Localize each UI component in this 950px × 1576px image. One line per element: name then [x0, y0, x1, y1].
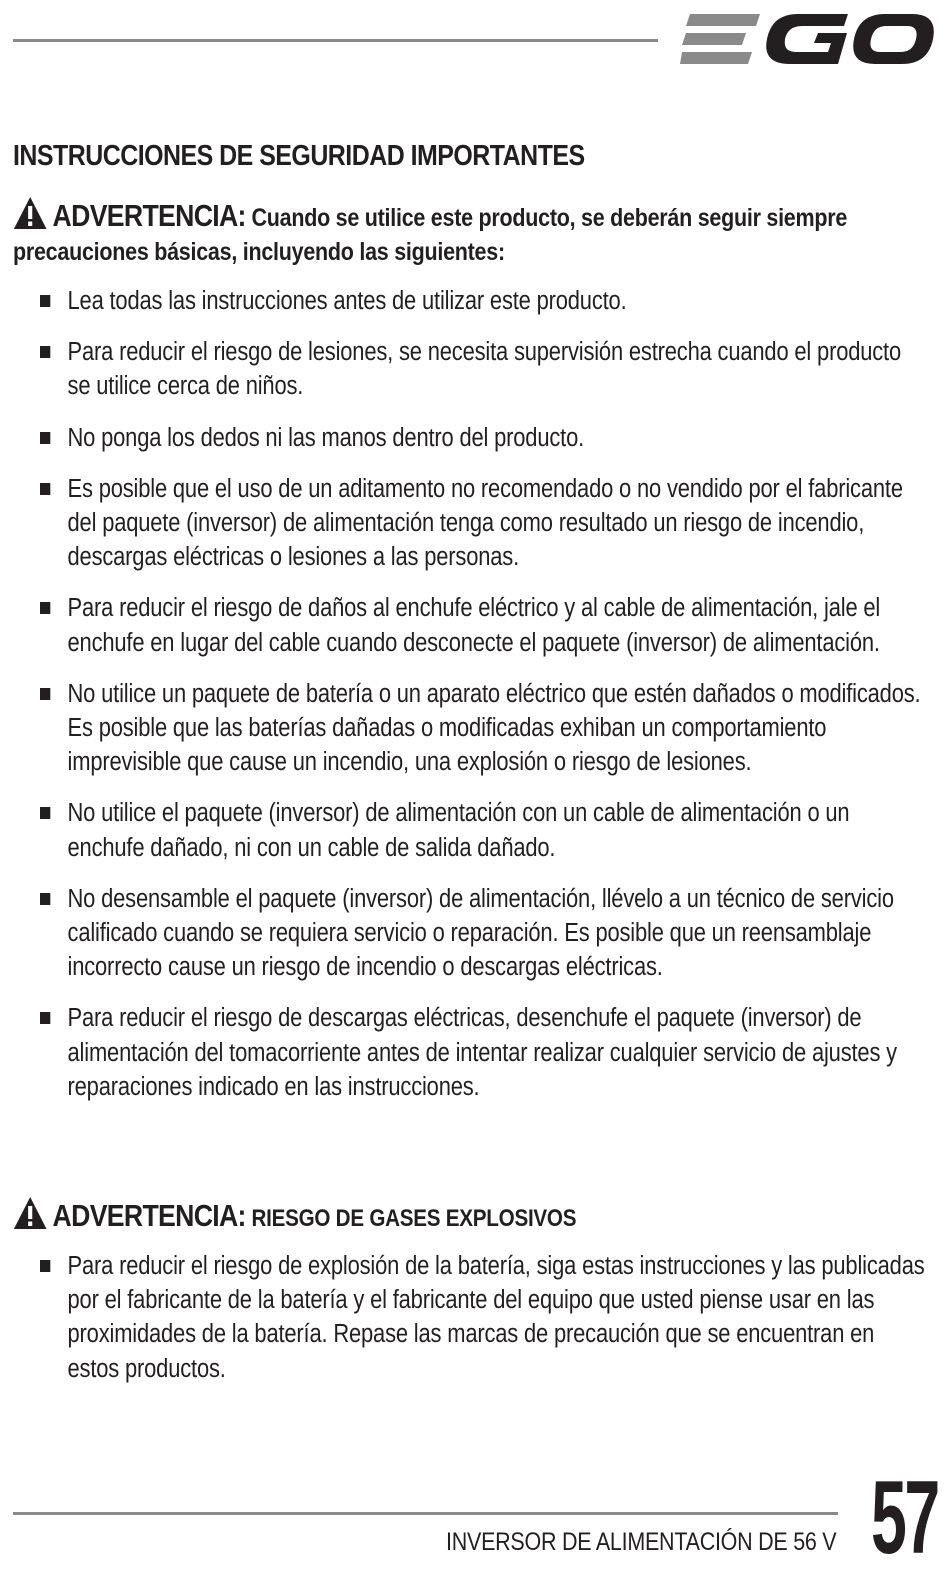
list-item: [40, 882, 926, 985]
square-bullet-icon: [40, 295, 50, 307]
list-item-text: Para reducir el riesgo de explosión de la batería, siga estas instrucciones y las publicadas por el fabricante de la batería y el fabricante del equipo que usted piense usar en las proximidades de la batería. Repase las marcas de precaución que se encuentran en estos productos.: [67, 1252, 925, 1383]
warning-general: [13, 196, 907, 269]
warning-text: RIESGO DE GASES EXPLOSIVOS: [251, 1205, 577, 1232]
warning-triangle-icon: [13, 1196, 47, 1230]
list-item: [40, 472, 926, 575]
footer-title: INVERSOR DE ALIMENTACIÓN DE 56 V: [446, 1528, 837, 1556]
square-bullet-icon: [40, 807, 50, 819]
warning-text: Cuando se utilice este producto, se deberán seguir siempre precauciones básicas, incluyendo las siguientes:: [13, 204, 848, 266]
warning-label: ADVERTENCIA:: [52, 198, 246, 233]
list-item-text: No desensamble el paquete (inversor) de alimentación, llévelo a un técnico de servicio calificado cuando se requiera servicio o reparación. Es posible que un reensamblaje incorrecto cause un riesgo de incendio o descargas eléctricas.: [67, 884, 894, 982]
list-item-text: Para reducir el riesgo de lesiones, se necesita supervisión estrecha cuando el producto se utilice cerca de niños.: [67, 338, 902, 401]
warning-triangle-icon: [13, 196, 47, 230]
safety-instructions-list: [40, 284, 926, 1121]
list-item-text: No utilice un paquete de batería o un aparato eléctrico que estén dañados o modificados. Es posible que las baterías dañadas o modificadas exhiban un comportamiento imprevisible que cause un incendio, una explosión o riesgo de lesiones.: [67, 679, 921, 777]
square-bullet-icon: [40, 602, 50, 614]
list-item: [40, 591, 926, 659]
square-bullet-icon: [40, 346, 50, 358]
warning-label: ADVERTENCIA:: [52, 1198, 246, 1233]
list-item: [40, 284, 926, 318]
list-item-text: Para reducir el riesgo de daños al enchufe eléctrico y al cable de alimentación, jale el enchufe en lugar del cable cuando desconecte el paquete (inversor) de alimentación.: [67, 594, 881, 657]
list-item: [40, 335, 926, 403]
page-number: 57: [871, 1460, 938, 1576]
square-bullet-icon: [40, 1012, 50, 1024]
header-rule: [13, 39, 658, 42]
list-item: [40, 1001, 926, 1104]
square-bullet-icon: [40, 1260, 50, 1272]
list-item-text: Para reducir el riesgo de descargas eléctricas, desenchufe el paquete (inversor) de alimentación del tomacorriente antes de intentar realizar cualquier servicio de ajustes y reparaciones indicado en las instrucciones.: [67, 1004, 897, 1101]
list-item: [40, 796, 926, 864]
square-bullet-icon: [40, 432, 50, 444]
section-title: INSTRUCCIONES DE SEGURIDAD IMPORTANTES: [13, 140, 585, 172]
list-item-text: Lea todas las instrucciones antes de utilizar este producto.: [67, 287, 627, 315]
square-bullet-icon: [40, 483, 50, 495]
list-item-text: Es posible que el uso de un aditamento no recomendado o no vendido por el fabricante del paquete (inversor) de alimentación tenga como resultado un riesgo de incendio, descargas eléctricas o lesiones a las personas.: [67, 474, 903, 572]
list-item: [40, 1249, 926, 1386]
list-item-text: No ponga los dedos ni las manos dentro del producto.: [67, 423, 585, 452]
square-bullet-icon: [40, 893, 50, 905]
list-item: [40, 677, 926, 780]
warning-explosive-gases: [13, 1196, 907, 1236]
square-bullet-icon: [40, 688, 50, 700]
ego-logo: [680, 12, 935, 68]
list-item-text: No utilice el paquete (inversor) de alimentación con un cable de alimentación o un enchufe dañado, ni con un cable de salida dañado.: [67, 799, 850, 862]
footer-rule: [13, 1512, 838, 1515]
list-item: [40, 421, 926, 455]
explosive-gases-list: [40, 1249, 926, 1403]
